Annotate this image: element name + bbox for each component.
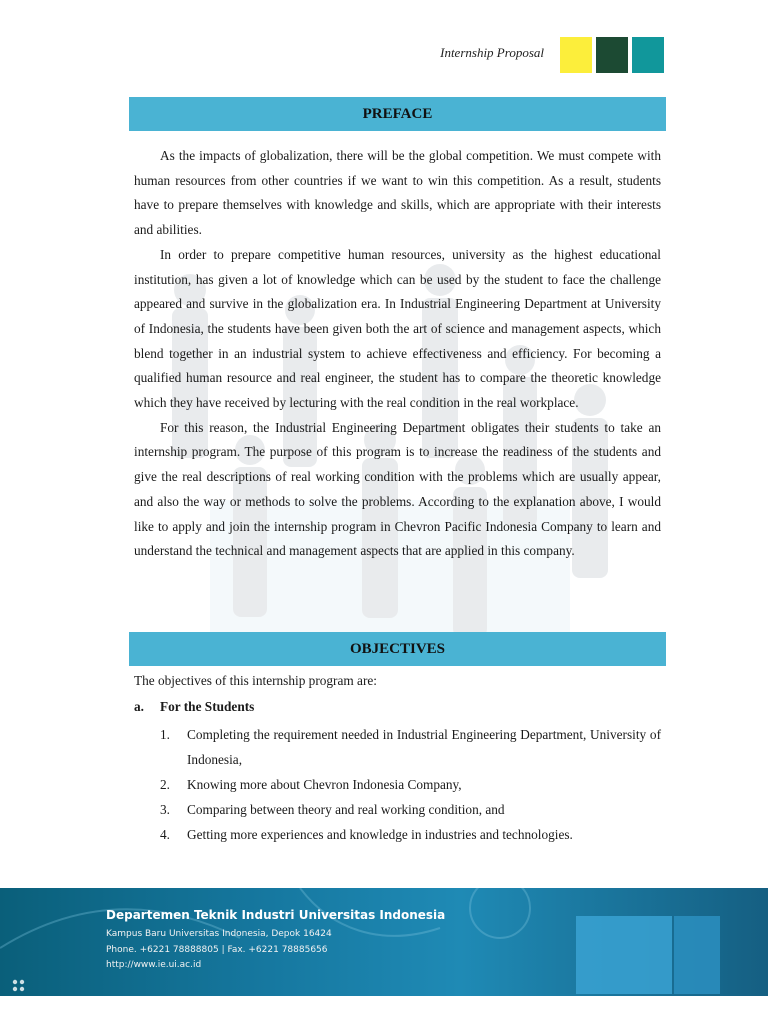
- list-item-number: 2.: [160, 777, 170, 792]
- list-item-text: Comparing between theory and real working condition, and: [187, 802, 505, 817]
- footer-contact: [106, 908, 445, 974]
- header-color-swatch-teal: [632, 37, 664, 73]
- dots-icon: [12, 979, 32, 993]
- list-item: [160, 722, 661, 772]
- footer-phone-fax: Phone. +6221 78888805 | Fax. +6221 78885656: [106, 944, 328, 955]
- objectives-heading: OBJECTIVES: [349, 641, 446, 657]
- page-footer: [0, 888, 768, 996]
- objectives-heading-bar: [129, 632, 666, 666]
- preface-paragraph: In order to prepare competitive human resources, university as the highest educational institution, has given a lot of knowledge which can be used by the student to face the challenge appeared and survive in the globalization era. In Industrial Engineering Department at University of Indonesia, the students have been given both the art of science and management aspects, which blend together in an industrial system to achieve effectiveness and efficiency. For becoming a qualified human resource and real engineer, the student has to compare the theoretic knowledge which they have received by lecturing with the real condition in the real workplace.: [134, 246, 661, 411]
- footer-accent-block: [674, 916, 720, 994]
- preface-paragraph: For this reason, the Industrial Engineering Department obligates their students to take an internship program. The purpose of this program is to increase the readiness of the students and give the real descriptions of real working condition with the problems which are usually appear, and also the way or methods to solve the problems. According to the explanation above, I would like to apply and join the internship program in Chevron Pacific Indonesia Company to learn and understand the technical and management aspects that are applied in this company.: [134, 419, 661, 559]
- document-header-title: Internship Proposal: [440, 45, 544, 60]
- objectives-list: [160, 722, 661, 847]
- subheading-marker: a.: [134, 699, 144, 714]
- list-item-number: 3.: [160, 802, 170, 817]
- list-item-text: Getting more experiences and knowledge in industries and technologies.: [187, 827, 573, 842]
- objectives-subheading: [134, 696, 254, 718]
- list-item: [160, 822, 661, 847]
- list-item: [160, 797, 661, 822]
- list-item-number: 1.: [160, 727, 170, 742]
- preface-heading: PREFACE: [362, 106, 433, 122]
- list-item-number: 4.: [160, 827, 170, 842]
- footer-website-link[interactable]: http://www.ie.ui.ac.id: [106, 960, 202, 970]
- objectives-intro: The objectives of this internship program are:: [134, 673, 377, 688]
- footer-accent-block: [576, 916, 672, 994]
- list-item: [160, 772, 661, 797]
- preface-body: [134, 144, 661, 564]
- preface-heading-bar: [129, 97, 666, 131]
- footer-address: Kampus Baru Universitas Indonesia, Depok 16424: [106, 929, 332, 939]
- list-item-text: Knowing more about Chevron Indonesia Company,: [187, 777, 462, 792]
- header-color-swatch-yellow: [560, 37, 592, 73]
- list-item-text: Completing the requirement needed in Industrial Engineering Department, University of Indonesia,: [187, 727, 661, 767]
- header-color-swatch-dark-green: [596, 37, 628, 73]
- footer-department-name: Departemen Teknik Industri Universitas Indonesia: [106, 908, 446, 922]
- subheading-text: For the Students: [160, 699, 255, 714]
- preface-paragraph: As the impacts of globalization, there will be the global competition. We must compete with human resources from other countries if we want to win this competition. As a result, students have to prepare themselves with knowledge and skills, which are appropriate with their interests and abilities.: [134, 148, 661, 238]
